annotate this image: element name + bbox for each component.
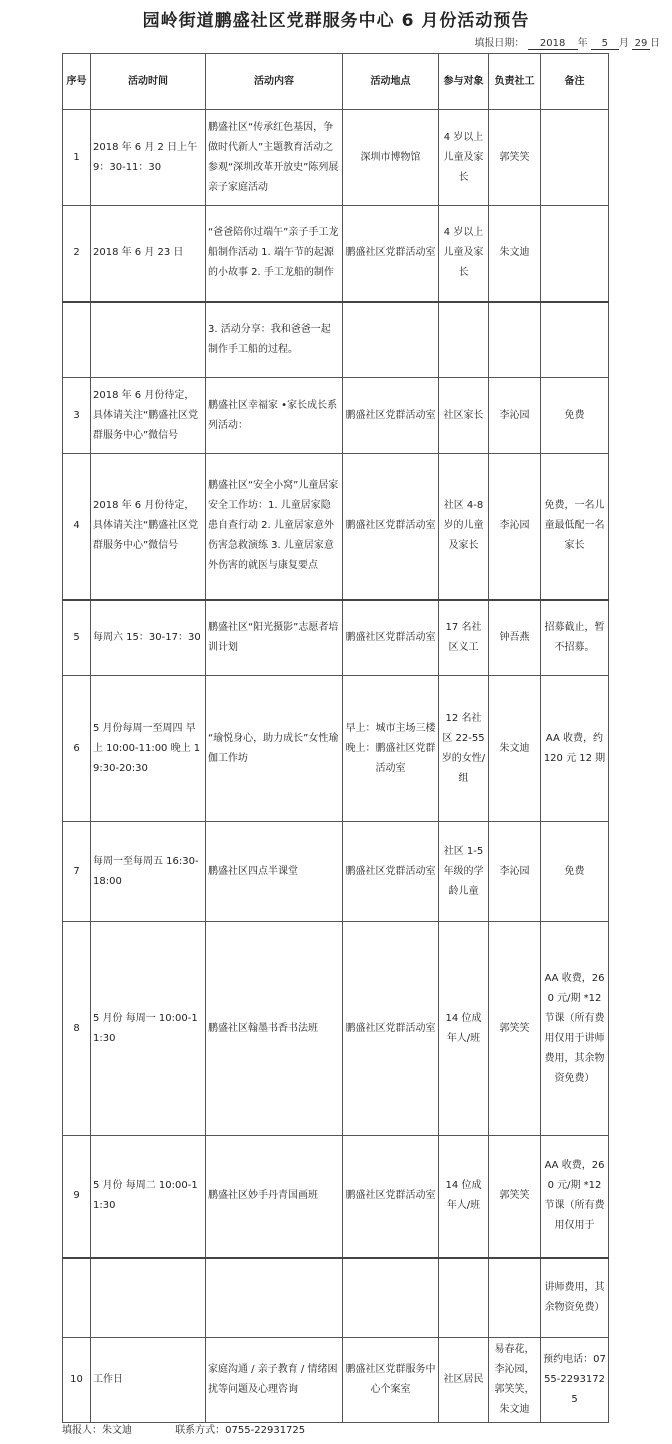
fill-date-year-suffix: 年 [577, 38, 588, 49]
cell-no: 4 [63, 454, 91, 600]
cell-no: 7 [63, 822, 91, 922]
cell-note: AA 收费，约 120 元 12 期 [541, 676, 609, 822]
cell-place: 鹏盛社区党群活动室 [343, 206, 439, 302]
cell-worker [489, 302, 541, 378]
cell-time: 2018 年 6 月 2 日上午 9：30-11：30 [91, 110, 206, 206]
cell-no [63, 302, 91, 378]
cell-content: 3. 活动分享：我和爸爸一起制作手工船的过程。 [206, 302, 343, 378]
footer-contact: 联系方式：0755-22931725 [175, 1425, 306, 1436]
cell-content: “爸爸陪你过端午”亲子手工龙船制作活动 1. 端午节的起源的小故事 2. 手工龙船的制作 [206, 206, 343, 302]
cell-content [206, 1258, 343, 1338]
fill-date [474, 34, 660, 50]
cell-worker: 郭笑笑 [489, 110, 541, 206]
cell-worker: 郭笑笑 [489, 1136, 541, 1258]
table-row [63, 302, 609, 378]
cell-content: 鹏盛社区“传承红色基因，争做时代新人”主题教育活动之参观“深圳改革开放史”陈列展亲子家庭活动 [206, 110, 343, 206]
cell-target: 17 名社区义工 [439, 600, 489, 676]
header-place: 活动地点 [343, 54, 439, 110]
cell-time [91, 302, 206, 378]
cell-no [63, 1258, 91, 1338]
cell-place [343, 1258, 439, 1338]
cell-worker: 李沁园 [489, 822, 541, 922]
cell-worker: 钟吾燕 [489, 600, 541, 676]
cell-note: 预约电话：0755-22931725 [541, 1338, 609, 1423]
fill-date-year: 2018 [528, 38, 578, 50]
cell-content: 鹏盛社区“安全小窝”儿童居家安全工作坊：1. 儿童居家隐患自查行动 2. 儿童居家意外伤害急救演练 3. 儿童居家意外伤害的就医与康复要点 [206, 454, 343, 600]
cell-place: 鹏盛社区党群活动室 [343, 1136, 439, 1258]
cell-time: 工作日 [91, 1338, 206, 1423]
table-row [63, 454, 609, 600]
cell-time: 5 月份每周一至周四 早上 10:00-11:00 晚上 19:30-20:30 [91, 676, 206, 822]
cell-note: 免费 [541, 378, 609, 454]
cell-time: 5 月份 每周二 10:00-11:30 [91, 1136, 206, 1258]
cell-target: 14 位成年人/班 [439, 922, 489, 1136]
cell-place: 鹏盛社区党群服务中心个案室 [343, 1338, 439, 1423]
cell-worker: 郭笑笑 [489, 922, 541, 1136]
table-row [63, 922, 609, 1136]
cell-content: 鹏盛社区翰墨书香书法班 [206, 922, 343, 1136]
header-content: 活动内容 [206, 54, 343, 110]
cell-target [439, 1258, 489, 1338]
cell-place: 早上：城市主场三楼 晚上：鹏盛社区党群活动室 [343, 676, 439, 822]
fill-date-day-suffix: 日 [650, 38, 660, 49]
header-worker: 负责社工 [489, 54, 541, 110]
table-row [63, 110, 609, 206]
header-no: 序号 [63, 54, 91, 110]
cell-no: 1 [63, 110, 91, 206]
cell-content: “瑜悦身心，助力成长”女性瑜伽工作坊 [206, 676, 343, 822]
cell-note: 免费，一名儿童最低配一名家长 [541, 454, 609, 600]
cell-target: 4 岁以上儿童及家长 [439, 206, 489, 302]
table-row [63, 600, 609, 676]
header-target: 参与对象 [439, 54, 489, 110]
cell-place: 鹏盛社区党群活动室 [343, 378, 439, 454]
cell-worker: 朱文迪 [489, 206, 541, 302]
header-note: 备注 [541, 54, 609, 110]
table-row [63, 1136, 609, 1258]
cell-content: 鹏盛社区“阳光摄影”志愿者培训计划 [206, 600, 343, 676]
cell-note: AA 收费，260 元/期 *12 节课（所有费用仅用于讲师费用，其余物资免费） [541, 922, 609, 1136]
fill-date-month-suffix: 月 [618, 38, 629, 49]
cell-no: 3 [63, 378, 91, 454]
cell-target: 14 位成年人/班 [439, 1136, 489, 1258]
cell-target: 社区 4-8 岁的儿童及家长 [439, 454, 489, 600]
cell-content: 鹏盛社区妙手丹青国画班 [206, 1136, 343, 1258]
cell-time: 2018 年 6 月份待定，具体请关注“鹏盛社区党群服务中心”微信号 [91, 378, 206, 454]
cell-note [541, 206, 609, 302]
schedule-table [62, 53, 609, 1423]
footer [62, 1421, 345, 1436]
table-row [63, 676, 609, 822]
cell-no: 9 [63, 1136, 91, 1258]
cell-content: 鹏盛社区幸福家 •家长成长系列活动： [206, 378, 343, 454]
cell-worker [489, 1258, 541, 1338]
fill-date-label: 填报日期： [474, 38, 525, 49]
cell-target: 社区居民 [439, 1338, 489, 1423]
cell-place: 鹏盛社区党群活动室 [343, 822, 439, 922]
table-row [63, 378, 609, 454]
cell-no: 2 [63, 206, 91, 302]
footer-reporter: 填报人：朱文迪 [62, 1425, 132, 1436]
cell-time: 每周一至每周五 16:30-18:00 [91, 822, 206, 922]
cell-time: 每周六 15：30-17：30 [91, 600, 206, 676]
cell-time: 5 月份 每周一 10:00-11:30 [91, 922, 206, 1136]
cell-target: 12 名社区 22-55 岁的女性/组 [439, 676, 489, 822]
fill-date-day: 29 [632, 38, 650, 50]
cell-place: 鹏盛社区党群活动室 [343, 922, 439, 1136]
cell-target: 社区家长 [439, 378, 489, 454]
cell-worker: 李沁园 [489, 454, 541, 600]
cell-worker: 易春花，李沁园，郭笑笑，朱文迪 [489, 1338, 541, 1423]
table-row [63, 1258, 609, 1338]
cell-worker: 朱文迪 [489, 676, 541, 822]
cell-note: 免费 [541, 822, 609, 922]
cell-target [439, 302, 489, 378]
page-title: 园岭街道鹏盛社区党群服务中心 6 月份活动预告 [142, 11, 530, 31]
cell-no: 8 [63, 922, 91, 1136]
cell-place: 鹏盛社区党群活动室 [343, 600, 439, 676]
cell-no: 6 [63, 676, 91, 822]
cell-note [541, 110, 609, 206]
cell-place [343, 302, 439, 378]
cell-time [91, 1258, 206, 1338]
cell-content: 鹏盛社区四点半课堂 [206, 822, 343, 922]
cell-time: 2018 年 6 月份待定，具体请关注“鹏盛社区党群服务中心”微信号 [91, 454, 206, 600]
table-row [63, 822, 609, 922]
cell-place: 鹏盛社区党群活动室 [343, 454, 439, 600]
cell-note: AA 收费，260 元/期 *12 节课（所有费用仅用于 [541, 1136, 609, 1258]
cell-note: 招募截止，暂不招募。 [541, 600, 609, 676]
table-row [63, 206, 609, 302]
cell-worker: 李沁园 [489, 378, 541, 454]
cell-content: 家庭沟通 / 亲子教育 / 情绪困扰等问题及心理咨询 [206, 1338, 343, 1423]
cell-time: 2018 年 6 月 23 日 [91, 206, 206, 302]
cell-no: 5 [63, 600, 91, 676]
cell-note: 讲师费用，其余物资免费） [541, 1258, 609, 1338]
table-header-row [63, 54, 609, 110]
cell-note [541, 302, 609, 378]
fill-date-month: 5 [591, 38, 619, 50]
cell-target: 4 岁以上儿童及家长 [439, 110, 489, 206]
table-row [63, 1338, 609, 1423]
cell-target: 社区 1-5 年级的学龄儿童 [439, 822, 489, 922]
header-time: 活动时间 [91, 54, 206, 110]
cell-no: 10 [63, 1338, 91, 1423]
cell-place: 深圳市博物馆 [343, 110, 439, 206]
